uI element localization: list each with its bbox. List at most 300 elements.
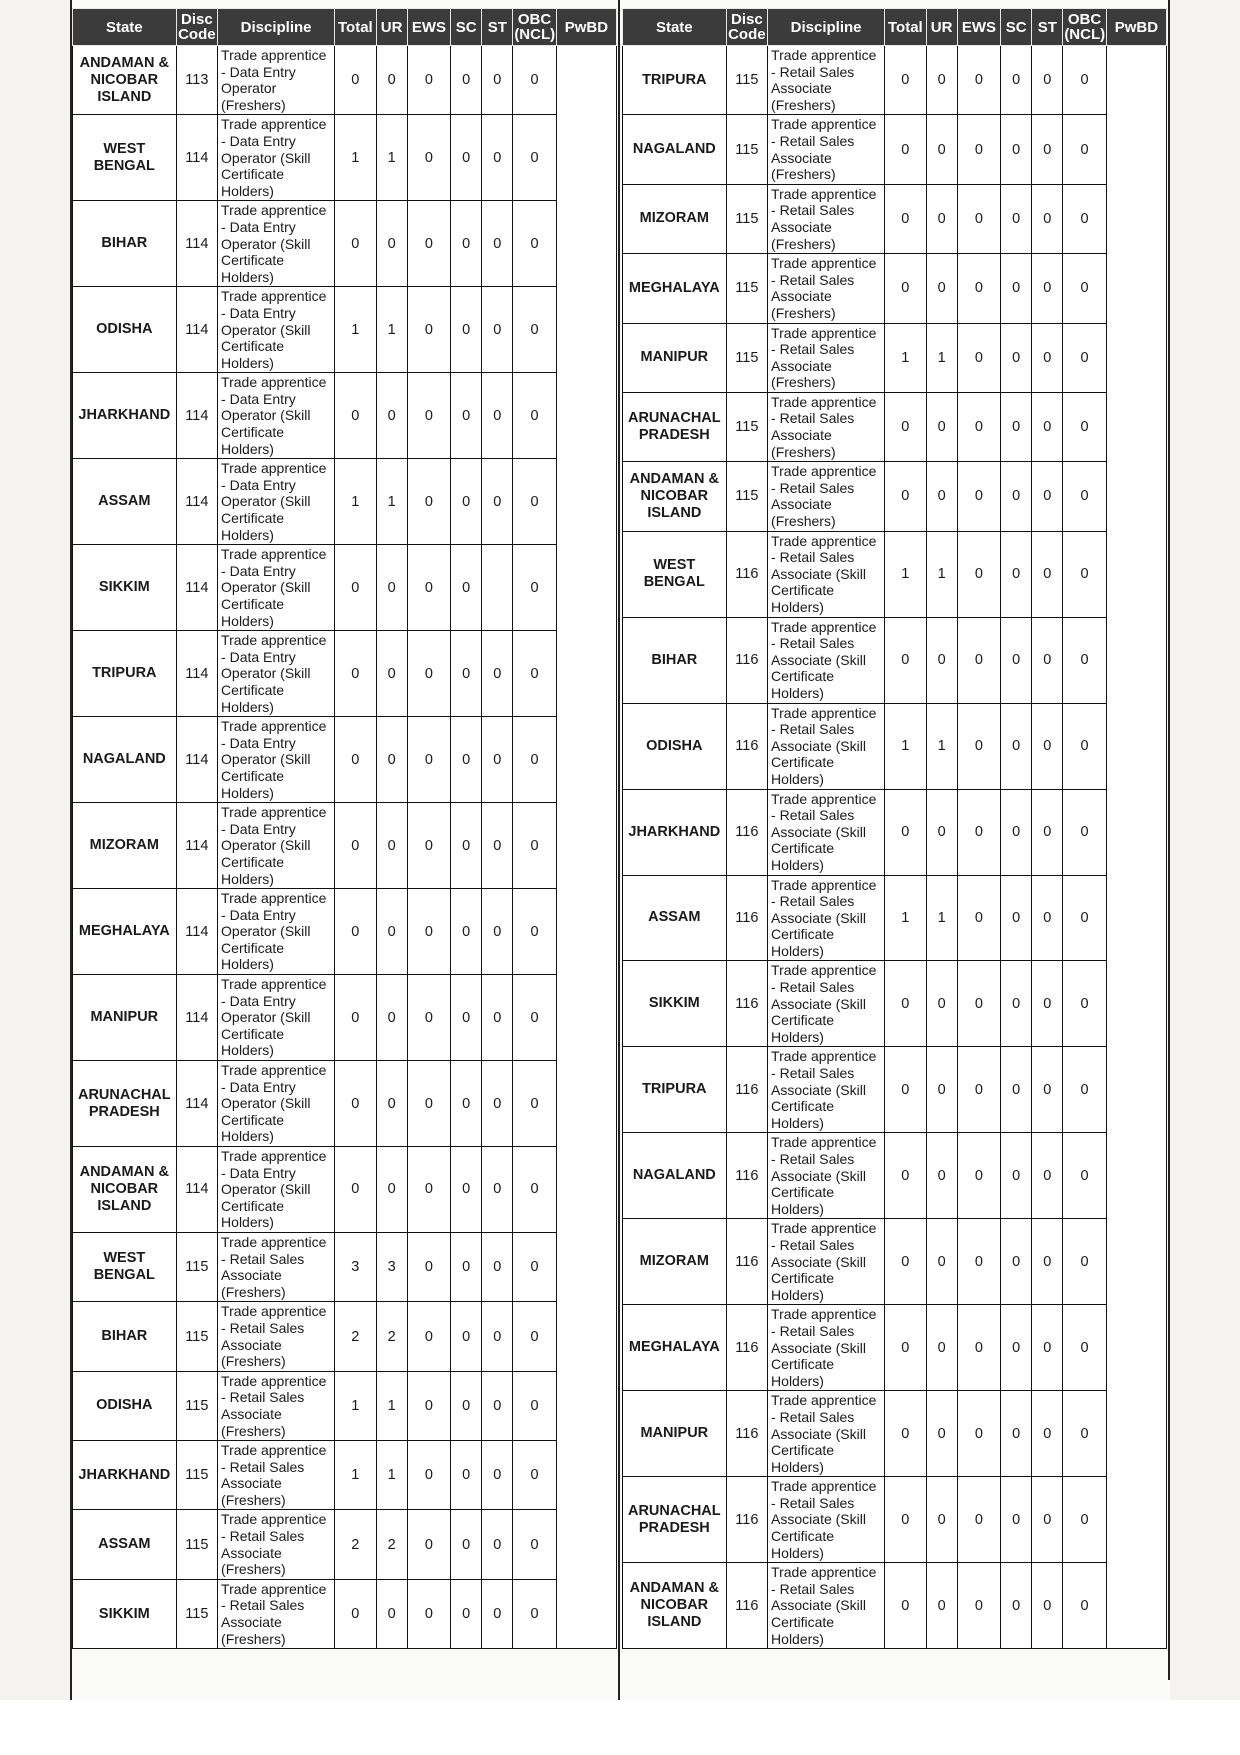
st-cell: 0 <box>482 1147 513 1233</box>
ews-cell: 0 <box>957 1563 1001 1649</box>
total-cell: 0 <box>885 1047 926 1133</box>
header-ur: UR <box>926 9 957 46</box>
table-row <box>623 254 1167 323</box>
discipline-cell: Trade apprentice - Retail Sales Associate (Skill Certificate Holders) <box>768 1391 885 1477</box>
obc-cell: 0 <box>1063 875 1107 961</box>
table-row <box>623 184 1167 253</box>
st-cell: 0 <box>482 1232 513 1301</box>
table-row <box>73 1232 617 1301</box>
discipline-cell: Trade apprentice - Retail Sales Associate (Skill Certificate Holders) <box>768 531 885 617</box>
state-cell: WEST BENGAL <box>623 531 727 617</box>
sc-cell: 0 <box>1001 46 1032 115</box>
st-cell: 0 <box>1032 789 1063 875</box>
disc-code-cell: 116 <box>726 703 767 789</box>
table-row <box>623 1391 1167 1477</box>
disc-code-cell: 116 <box>726 1047 767 1133</box>
state-cell: SIKKIM <box>73 1579 177 1648</box>
header-obc: OBC (NCL) <box>1063 9 1107 46</box>
st-cell: 0 <box>1032 392 1063 461</box>
st-cell: 0 <box>1032 115 1063 184</box>
header-disc-code: Disc Code <box>726 9 767 46</box>
sc-cell: 0 <box>451 115 482 201</box>
ews-cell: 0 <box>957 617 1001 703</box>
ur-cell: 0 <box>926 1047 957 1133</box>
st-cell: 0 <box>1032 1391 1063 1477</box>
total-cell: 0 <box>885 1305 926 1391</box>
obc-cell: 0 <box>513 1061 557 1147</box>
sc-cell: 0 <box>451 287 482 373</box>
right-vacancy-table-container <box>622 8 1167 1649</box>
header-state: State <box>73 9 177 46</box>
ews-cell: 0 <box>407 1147 451 1233</box>
total-cell: 0 <box>885 1391 926 1477</box>
state-cell: MANIPUR <box>623 1391 727 1477</box>
ur-cell: 0 <box>926 46 957 115</box>
discipline-cell: Trade apprentice - Data Entry Operator (Skill Certificate Holders) <box>218 1061 335 1147</box>
sc-cell: 0 <box>1001 1219 1032 1305</box>
header-discipline: Discipline <box>218 9 335 46</box>
table-row <box>623 46 1167 115</box>
obc-cell: 0 <box>513 1371 557 1440</box>
disc-code-cell: 114 <box>176 717 217 803</box>
state-cell: ARUNACHAL PRADESH <box>623 1477 727 1563</box>
total-cell: 0 <box>335 975 376 1061</box>
st-cell: 0 <box>1032 184 1063 253</box>
state-cell: SIKKIM <box>623 961 727 1047</box>
st-cell: 0 <box>1032 703 1063 789</box>
sc-cell: 0 <box>1001 703 1032 789</box>
table-row <box>73 459 617 545</box>
obc-cell: 0 <box>513 1147 557 1233</box>
ews-cell: 0 <box>407 545 451 631</box>
disc-code-cell: 114 <box>176 287 217 373</box>
obc-cell: 0 <box>1063 1305 1107 1391</box>
state-cell: ANDAMAN & NICOBAR ISLAND <box>73 46 177 115</box>
disc-code-cell: 116 <box>726 789 767 875</box>
st-cell: 0 <box>1032 254 1063 323</box>
disc-code-cell: 115 <box>726 323 767 392</box>
table-row <box>623 1133 1167 1219</box>
header-ur: UR <box>376 9 407 46</box>
obc-cell: 0 <box>1063 789 1107 875</box>
discipline-cell: Trade apprentice - Retail Sales Associate (Freshers) <box>768 184 885 253</box>
state-cell: TRIPURA <box>623 46 727 115</box>
state-cell: NAGALAND <box>623 115 727 184</box>
ur-cell: 0 <box>376 1061 407 1147</box>
pwbd-cell <box>1106 46 1166 1649</box>
total-cell: 0 <box>335 46 376 115</box>
obc-cell: 0 <box>513 201 557 287</box>
obc-cell: 0 <box>513 803 557 889</box>
obc-cell: 0 <box>1063 1477 1107 1563</box>
st-cell: 0 <box>482 889 513 975</box>
ur-cell: 0 <box>926 115 957 184</box>
sc-cell: 0 <box>1001 1133 1032 1219</box>
disc-code-cell: 114 <box>176 803 217 889</box>
sc-cell: 0 <box>1001 1563 1032 1649</box>
ur-cell: 0 <box>376 889 407 975</box>
disc-code-cell: 115 <box>176 1510 217 1579</box>
ur-cell: 0 <box>376 1147 407 1233</box>
total-cell: 0 <box>335 545 376 631</box>
disc-code-cell: 115 <box>726 115 767 184</box>
state-cell: JHARKHAND <box>73 1441 177 1510</box>
discipline-cell: Trade apprentice - Retail Sales Associate (Skill Certificate Holders) <box>768 1477 885 1563</box>
table-row <box>623 703 1167 789</box>
st-cell: 0 <box>482 1510 513 1579</box>
total-cell: 2 <box>335 1510 376 1579</box>
state-cell: ARUNACHAL PRADESH <box>73 1061 177 1147</box>
page-border-right <box>1168 0 1170 1680</box>
obc-cell: 0 <box>1063 1133 1107 1219</box>
discipline-cell: Trade apprentice - Retail Sales Associate (Freshers) <box>768 462 885 531</box>
table-row <box>73 1302 617 1371</box>
disc-code-cell: 115 <box>726 392 767 461</box>
ur-cell: 0 <box>926 392 957 461</box>
ur-cell: 0 <box>376 545 407 631</box>
ur-cell: 3 <box>376 1232 407 1301</box>
ews-cell: 0 <box>407 1302 451 1371</box>
disc-code-cell: 114 <box>176 631 217 717</box>
ews-cell: 0 <box>407 803 451 889</box>
discipline-cell: Trade apprentice - Retail Sales Associate (Freshers) <box>218 1232 335 1301</box>
st-cell: 0 <box>482 717 513 803</box>
obc-cell: 0 <box>513 1441 557 1510</box>
ews-cell: 0 <box>407 201 451 287</box>
total-cell: 0 <box>885 254 926 323</box>
sc-cell: 0 <box>1001 115 1032 184</box>
table-row <box>73 201 617 287</box>
obc-cell: 0 <box>1063 1047 1107 1133</box>
ur-cell: 2 <box>376 1510 407 1579</box>
obc-cell: 0 <box>1063 1563 1107 1649</box>
sc-cell: 0 <box>1001 392 1032 461</box>
disc-code-cell: 115 <box>176 1441 217 1510</box>
state-cell: NAGALAND <box>623 1133 727 1219</box>
state-cell: ASSAM <box>623 875 727 961</box>
ur-cell: 0 <box>926 1219 957 1305</box>
discipline-cell: Trade apprentice - Data Entry Operator (Skill Certificate Holders) <box>218 975 335 1061</box>
table-row <box>623 961 1167 1047</box>
obc-cell: 0 <box>513 975 557 1061</box>
obc-cell: 0 <box>1063 184 1107 253</box>
disc-code-cell: 115 <box>726 254 767 323</box>
header-sc: SC <box>451 9 482 46</box>
state-cell: JHARKHAND <box>623 789 727 875</box>
sc-cell: 0 <box>451 1061 482 1147</box>
disc-code-cell: 114 <box>176 975 217 1061</box>
ur-cell: 2 <box>376 1302 407 1371</box>
discipline-cell: Trade apprentice - Data Entry Operator (Skill Certificate Holders) <box>218 115 335 201</box>
sc-cell: 0 <box>1001 617 1032 703</box>
right-vacancy-table <box>622 8 1167 1649</box>
table-row <box>623 531 1167 617</box>
disc-code-cell: 115 <box>726 184 767 253</box>
sc-cell: 0 <box>1001 462 1032 531</box>
total-cell: 0 <box>885 961 926 1047</box>
table-row <box>623 1563 1167 1649</box>
discipline-cell: Trade apprentice - Retail Sales Associate (Skill Certificate Holders) <box>768 1305 885 1391</box>
ur-cell: 0 <box>926 184 957 253</box>
total-cell: 3 <box>335 1232 376 1301</box>
obc-cell: 0 <box>1063 531 1107 617</box>
sc-cell: 0 <box>451 46 482 115</box>
page-bottom-margin <box>0 1700 1240 1755</box>
discipline-cell: Trade apprentice - Retail Sales Associate (Skill Certificate Holders) <box>768 1219 885 1305</box>
total-cell: 0 <box>335 803 376 889</box>
st-cell: 0 <box>482 1061 513 1147</box>
obc-cell: 0 <box>513 1232 557 1301</box>
ur-cell: 0 <box>376 373 407 459</box>
sc-cell: 0 <box>1001 1477 1032 1563</box>
state-cell: MEGHALAYA <box>623 254 727 323</box>
ur-cell: 0 <box>926 1391 957 1477</box>
ews-cell: 0 <box>957 323 1001 392</box>
ur-cell: 0 <box>926 1477 957 1563</box>
total-cell: 1 <box>885 703 926 789</box>
ur-cell: 0 <box>926 1563 957 1649</box>
obc-cell: 0 <box>513 373 557 459</box>
state-cell: ASSAM <box>73 1510 177 1579</box>
discipline-cell: Trade apprentice - Retail Sales Associate (Freshers) <box>768 46 885 115</box>
total-cell: 0 <box>885 115 926 184</box>
disc-code-cell: 116 <box>726 875 767 961</box>
ews-cell: 0 <box>957 254 1001 323</box>
discipline-cell: Trade apprentice - Retail Sales Associate (Freshers) <box>768 323 885 392</box>
obc-cell: 0 <box>1063 115 1107 184</box>
st-cell: 0 <box>482 975 513 1061</box>
state-cell: WEST BENGAL <box>73 1232 177 1301</box>
header-pwbd: PwBD <box>556 9 616 46</box>
st-cell: 0 <box>1032 1305 1063 1391</box>
disc-code-cell: 116 <box>726 1391 767 1477</box>
sc-cell: 0 <box>451 975 482 1061</box>
ur-cell: 1 <box>926 875 957 961</box>
table-row <box>73 1441 617 1510</box>
st-cell: 0 <box>482 459 513 545</box>
disc-code-cell: 114 <box>176 459 217 545</box>
st-cell: 0 <box>1032 1219 1063 1305</box>
table-row <box>73 975 617 1061</box>
ur-cell: 0 <box>376 975 407 1061</box>
ews-cell: 0 <box>957 1305 1001 1391</box>
discipline-cell: Trade apprentice - Retail Sales Associate (Freshers) <box>218 1510 335 1579</box>
state-cell: JHARKHAND <box>73 373 177 459</box>
table-row <box>73 1147 617 1233</box>
obc-cell: 0 <box>513 1510 557 1579</box>
sc-cell: 0 <box>451 373 482 459</box>
ur-cell: 1 <box>376 1441 407 1510</box>
st-cell: 0 <box>482 373 513 459</box>
sc-cell: 0 <box>451 1371 482 1440</box>
pwbd-cell <box>556 46 616 1649</box>
obc-cell: 0 <box>513 1579 557 1648</box>
ews-cell: 0 <box>957 1391 1001 1477</box>
ur-cell: 0 <box>376 46 407 115</box>
ur-cell: 0 <box>376 201 407 287</box>
obc-cell: 0 <box>513 459 557 545</box>
ur-cell: 0 <box>376 717 407 803</box>
discipline-cell: Trade apprentice - Data Entry Operator (Skill Certificate Holders) <box>218 201 335 287</box>
ur-cell: 0 <box>926 462 957 531</box>
total-cell: 0 <box>335 889 376 975</box>
discipline-cell: Trade apprentice - Data Entry Operator (Skill Certificate Holders) <box>218 373 335 459</box>
ur-cell: 1 <box>376 1371 407 1440</box>
ur-cell: 1 <box>926 323 957 392</box>
disc-code-cell: 116 <box>726 1477 767 1563</box>
ur-cell: 0 <box>376 631 407 717</box>
ur-cell: 0 <box>926 254 957 323</box>
disc-code-cell: 116 <box>726 617 767 703</box>
sc-cell: 0 <box>451 803 482 889</box>
obc-cell: 0 <box>513 631 557 717</box>
ews-cell: 0 <box>407 1371 451 1440</box>
discipline-cell: Trade apprentice - Data Entry Operator (Skill Certificate Holders) <box>218 803 335 889</box>
disc-code-cell: 115 <box>176 1302 217 1371</box>
discipline-cell: Trade apprentice - Retail Sales Associate (Skill Certificate Holders) <box>768 1133 885 1219</box>
table-header-row <box>623 9 1167 46</box>
sc-cell: 0 <box>451 201 482 287</box>
ews-cell: 0 <box>407 717 451 803</box>
header-total: Total <box>885 9 926 46</box>
table-row <box>73 717 617 803</box>
obc-cell: 0 <box>1063 1219 1107 1305</box>
total-cell: 0 <box>885 1133 926 1219</box>
state-cell: ANDAMAN & NICOBAR ISLAND <box>623 1563 727 1649</box>
discipline-cell: Trade apprentice - Retail Sales Associate (Skill Certificate Holders) <box>768 961 885 1047</box>
state-cell: MANIPUR <box>73 975 177 1061</box>
discipline-cell: Trade apprentice - Data Entry Operator (Skill Certificate Holders) <box>218 717 335 803</box>
sc-cell: 0 <box>1001 1305 1032 1391</box>
st-cell: 0 <box>1032 46 1063 115</box>
discipline-cell: Trade apprentice - Data Entry Operator (Freshers) <box>218 46 335 115</box>
st-cell: 0 <box>482 115 513 201</box>
obc-cell: 0 <box>1063 323 1107 392</box>
sc-cell: 0 <box>451 889 482 975</box>
sc-cell: 0 <box>451 717 482 803</box>
ews-cell: 0 <box>407 975 451 1061</box>
discipline-cell: Trade apprentice - Data Entry Operator (Skill Certificate Holders) <box>218 287 335 373</box>
ews-cell: 0 <box>957 1133 1001 1219</box>
ews-cell: 0 <box>407 1510 451 1579</box>
ews-cell: 0 <box>957 115 1001 184</box>
state-cell: BIHAR <box>73 201 177 287</box>
obc-cell: 0 <box>1063 462 1107 531</box>
ews-cell: 0 <box>407 1441 451 1510</box>
state-cell: WEST BENGAL <box>73 115 177 201</box>
state-cell: MEGHALAYA <box>623 1305 727 1391</box>
table-header-row <box>73 9 617 46</box>
sc-cell: 0 <box>451 545 482 631</box>
ews-cell: 0 <box>957 1047 1001 1133</box>
discipline-cell: Trade apprentice - Retail Sales Associate (Freshers) <box>218 1302 335 1371</box>
sc-cell: 0 <box>451 1232 482 1301</box>
header-obc: OBC (NCL) <box>513 9 557 46</box>
st-cell: 0 <box>1032 531 1063 617</box>
ews-cell: 0 <box>957 1477 1001 1563</box>
st-cell: 0 <box>1032 961 1063 1047</box>
header-sc: SC <box>1001 9 1032 46</box>
st-cell: 0 <box>1032 617 1063 703</box>
ews-cell: 0 <box>407 115 451 201</box>
header-total: Total <box>335 9 376 46</box>
st-cell: 0 <box>482 631 513 717</box>
table-row <box>73 803 617 889</box>
state-cell: ODISHA <box>73 287 177 373</box>
ews-cell: 0 <box>957 531 1001 617</box>
total-cell: 0 <box>335 717 376 803</box>
ur-cell: 1 <box>376 459 407 545</box>
disc-code-cell: 114 <box>176 545 217 631</box>
total-cell: 0 <box>885 46 926 115</box>
ur-cell: 0 <box>926 961 957 1047</box>
ur-cell: 1 <box>376 115 407 201</box>
ews-cell: 0 <box>407 287 451 373</box>
total-cell: 1 <box>335 287 376 373</box>
discipline-cell: Trade apprentice - Data Entry Operator (Skill Certificate Holders) <box>218 459 335 545</box>
discipline-cell: Trade apprentice - Retail Sales Associate (Freshers) <box>218 1371 335 1440</box>
sc-cell: 0 <box>1001 254 1032 323</box>
right-table-body <box>623 46 1167 1649</box>
state-cell: BIHAR <box>623 617 727 703</box>
ews-cell: 0 <box>407 889 451 975</box>
table-row <box>623 392 1167 461</box>
table-row <box>73 545 617 631</box>
state-cell: MEGHALAYA <box>73 889 177 975</box>
disc-code-cell: 114 <box>176 373 217 459</box>
obc-cell: 0 <box>513 889 557 975</box>
ews-cell: 0 <box>957 961 1001 1047</box>
obc-cell: 0 <box>1063 392 1107 461</box>
state-cell: MANIPUR <box>623 323 727 392</box>
ur-cell: 1 <box>376 287 407 373</box>
discipline-cell: Trade apprentice - Retail Sales Associate (Skill Certificate Holders) <box>768 617 885 703</box>
state-cell: SIKKIM <box>73 545 177 631</box>
total-cell: 0 <box>885 1477 926 1563</box>
header-ews: EWS <box>957 9 1001 46</box>
header-disc-code: Disc Code <box>176 9 217 46</box>
sc-cell: 0 <box>1001 184 1032 253</box>
total-cell: 0 <box>335 1061 376 1147</box>
total-cell: 1 <box>885 323 926 392</box>
sc-cell: 0 <box>451 459 482 545</box>
discipline-cell: Trade apprentice - Retail Sales Associate (Freshers) <box>218 1579 335 1648</box>
total-cell: 1 <box>885 531 926 617</box>
st-cell: 0 <box>482 1302 513 1371</box>
disc-code-cell: 116 <box>726 1133 767 1219</box>
ews-cell: 0 <box>407 631 451 717</box>
disc-code-cell: 114 <box>176 201 217 287</box>
st-cell: 0 <box>482 201 513 287</box>
discipline-cell: Trade apprentice - Retail Sales Associate (Skill Certificate Holders) <box>768 1047 885 1133</box>
obc-cell: 0 <box>513 287 557 373</box>
state-cell: ASSAM <box>73 459 177 545</box>
total-cell: 0 <box>335 631 376 717</box>
obc-cell: 0 <box>1063 961 1107 1047</box>
disc-code-cell: 116 <box>726 1305 767 1391</box>
disc-code-cell: 116 <box>726 1563 767 1649</box>
table-row <box>73 1510 617 1579</box>
obc-cell: 0 <box>513 115 557 201</box>
state-cell: TRIPURA <box>623 1047 727 1133</box>
disc-code-cell: 114 <box>176 1147 217 1233</box>
header-st: ST <box>1032 9 1063 46</box>
st-cell: 0 <box>482 1371 513 1440</box>
disc-code-cell: 115 <box>176 1579 217 1648</box>
total-cell: 0 <box>885 1563 926 1649</box>
state-cell: NAGALAND <box>73 717 177 803</box>
sc-cell: 0 <box>1001 323 1032 392</box>
